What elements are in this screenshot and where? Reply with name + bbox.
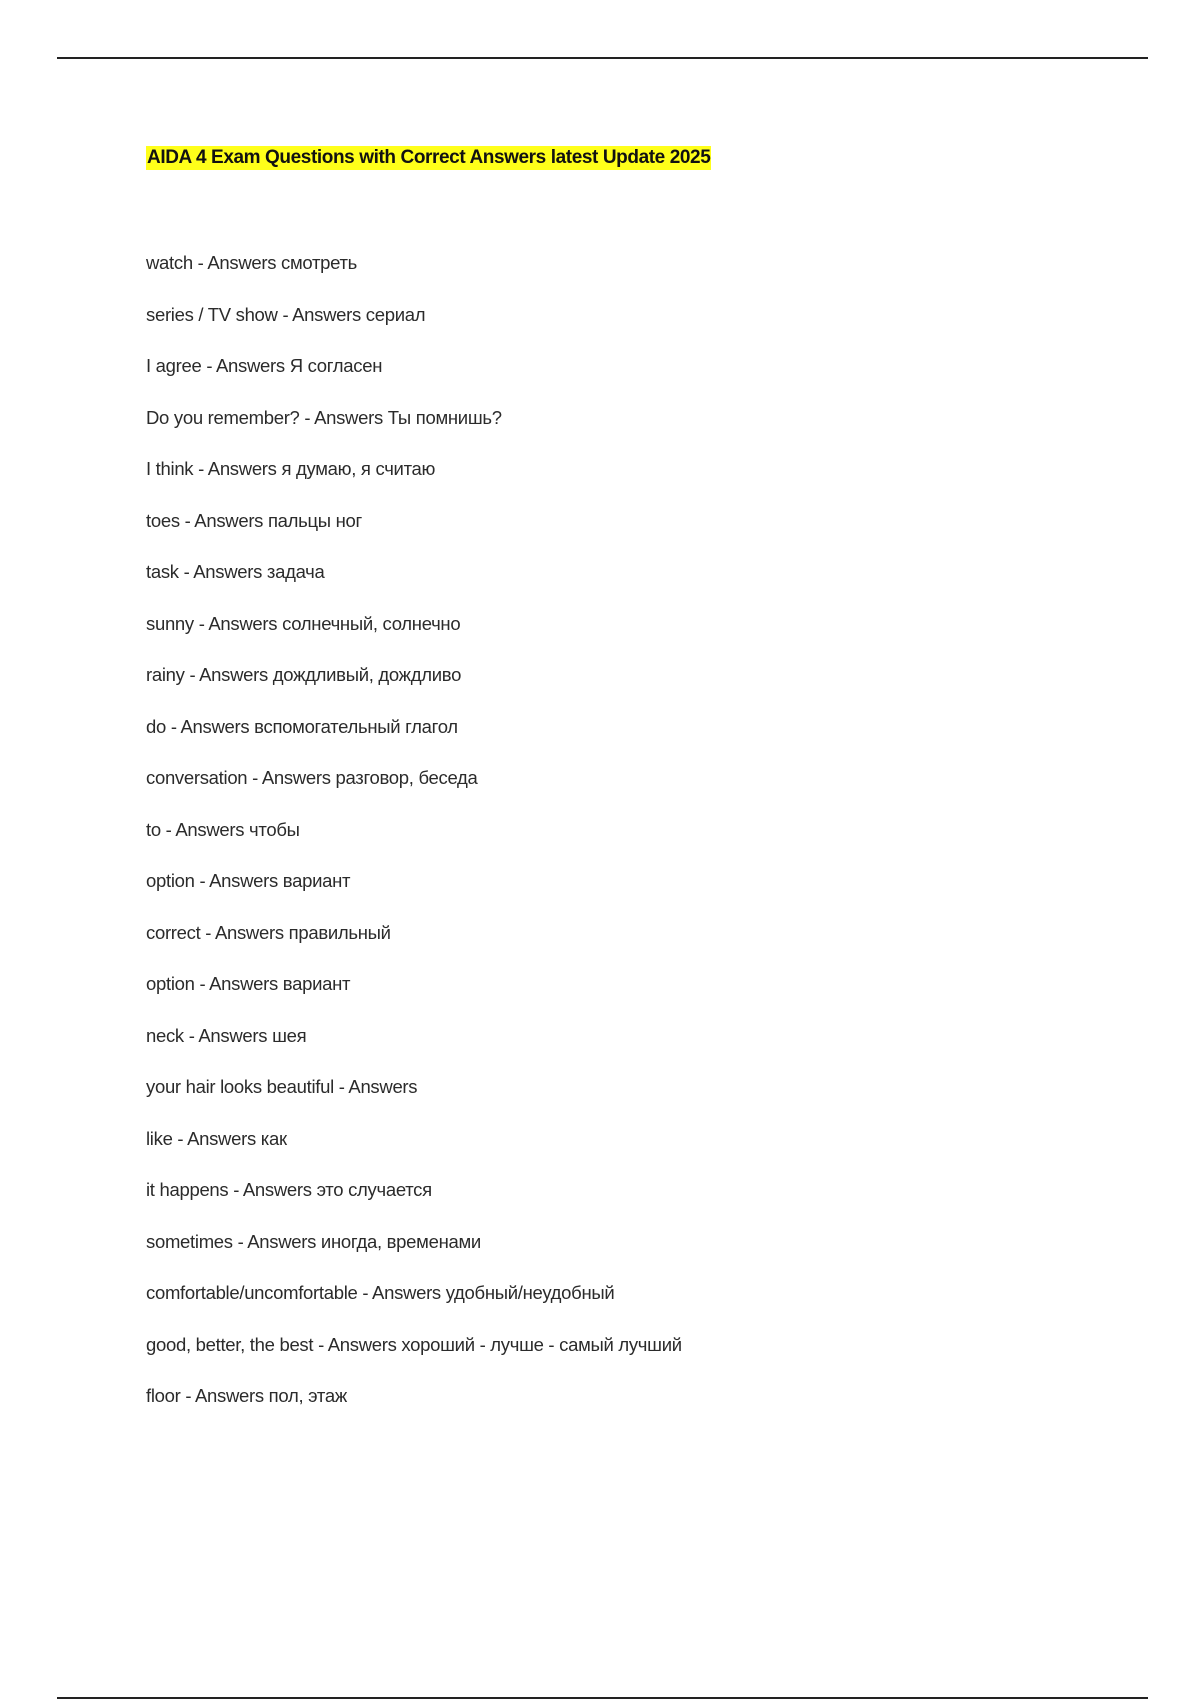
qa-item: Do you remember? - Answers Ты помнишь?	[146, 406, 502, 428]
qa-item: task - Answers задача	[146, 561, 325, 582]
document-title: AIDA 4 Exam Questions with Correct Answers latest Update 2025	[147, 147, 711, 168]
qa-item: your hair looks beautiful - Answers	[146, 1076, 418, 1097]
qa-item: option - Answers вариант	[146, 973, 351, 994]
header-rule	[57, 57, 1148, 59]
qa-item: floor - Answers пол, этаж	[146, 1385, 347, 1406]
qa-item: good, better, the best - Answers хороший - лучше - самый лучший	[146, 1333, 682, 1355]
qa-item: watch - Answers смотреть	[146, 252, 358, 273]
qa-item: rainy - Answers дождливый, дождливо	[146, 664, 462, 685]
qa-item: I think - Answers я думаю, я считаю	[146, 458, 436, 479]
qa-item: toes - Answers пальцы ног	[146, 509, 362, 531]
qa-item: I agree - Answers Я согласен	[146, 355, 383, 376]
qa-item: comfortable/uncomfortable - Answers удобный/неудобный	[146, 1282, 615, 1303]
qa-item: series / TV show - Answers сериал	[146, 303, 426, 325]
qa-item: sunny - Answers солнечный, солнечно	[146, 612, 461, 634]
qa-list	[146, 250, 682, 1435]
qa-item: option - Answers вариант	[146, 870, 351, 891]
qa-item: it happens - Answers это случается	[146, 1179, 432, 1200]
qa-item: conversation - Answers разговор, беседа	[146, 767, 478, 788]
qa-item: like - Answers как	[146, 1127, 287, 1149]
qa-item: do - Answers вспомогательный глагол	[146, 715, 458, 737]
qa-item: correct - Answers правильный	[146, 921, 391, 943]
qa-item: sometimes - Answers иногда, временами	[146, 1230, 481, 1252]
footer-rule	[57, 1697, 1148, 1699]
qa-item: neck - Answers шея	[146, 1024, 307, 1046]
qa-item: to - Answers чтобы	[146, 818, 300, 840]
